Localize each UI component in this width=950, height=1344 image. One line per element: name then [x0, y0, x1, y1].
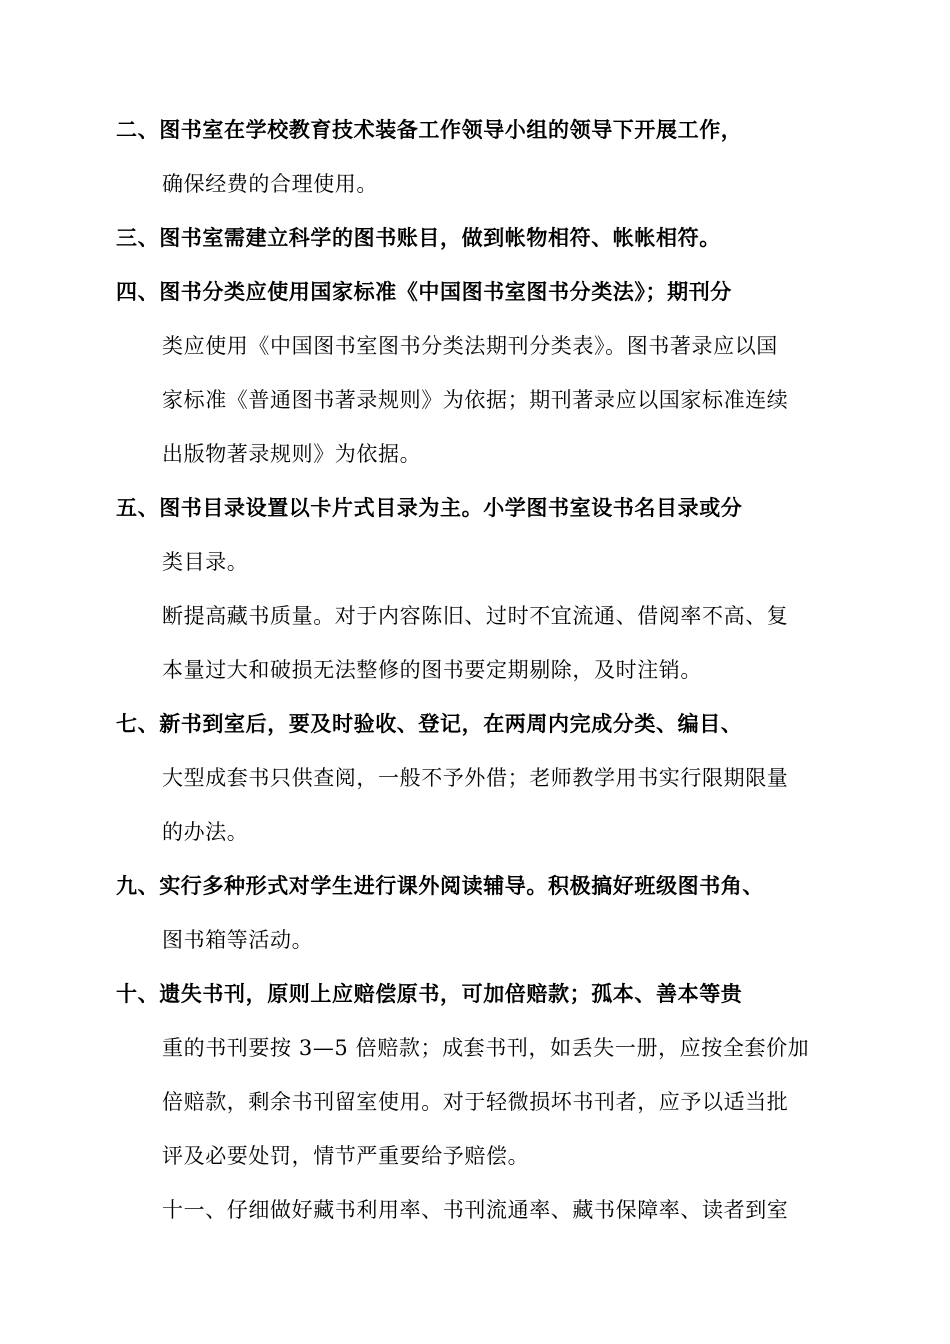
rule-7-heading: 七、新书到室后，要及时验收、登记，在两周内完成分类、编目、	[116, 711, 743, 736]
weeding-body-line: 断提高藏书质量。对于内容陈旧、过时不宜流通、借阅率不高、复	[162, 604, 789, 628]
rule-2-heading: 二、图书室在学校教育技术装备工作领导小组的领导下开展工作，	[116, 117, 743, 142]
rule-5-heading: 五、图书目录设置以卡片式目录为主。小学图书室设书名目录或分	[116, 495, 743, 520]
weeding-body-line: 本量过大和破损无法整修的图书要定期剔除，及时注销。	[162, 658, 702, 682]
rule-7-body-line: 大型成套书只供查阅，一般不予外借；老师教学用书实行限期限量	[162, 766, 789, 790]
rule-4-body-line: 家标准《普通图书著录规则》为依据；期刊著录应以国家标准连续	[162, 388, 789, 412]
rule-5-body-line: 类目录。	[162, 550, 249, 574]
rule-10-body-line: 倍赔款，剩余书刊留室使用。对于轻微损坏书刊者，应予以适当批	[162, 1090, 789, 1114]
rule-10-body-line: 重的书刊要按 3—5 倍赔款；成套书刊，如丢失一册，应按全套价加	[162, 1036, 810, 1060]
rule-3-heading: 三、图书室需建立科学的图书账目，做到帐物相符、帐帐相符。	[116, 225, 721, 250]
rule-7-body-line: 的办法。	[162, 820, 249, 844]
rule-2-body-line: 确保经费的合理使用。	[162, 172, 378, 196]
rule-4-heading: 四、图书分类应使用国家标准《中国图书室图书分类法》；期刊分	[116, 279, 732, 304]
rule-10-heading: 十、遗失书刊，原则上应赔偿原书，可加倍赔款；孤本、善本等贵	[116, 981, 743, 1006]
rule-4-body-line: 出版物著录规则》为依据。	[162, 442, 422, 466]
rule-9-heading: 九、实行多种形式对学生进行课外阅读辅导。积极搞好班级图书角、	[116, 873, 764, 898]
rule-4-body-line: 类应使用《中国图书室图书分类法期刊分类表》。图书著录应以国	[162, 334, 778, 358]
rule-9-body-line: 图书箱等活动。	[162, 928, 314, 952]
rule-11-body-line: 十一、仔细做好藏书利用率、书刊流通率、藏书保障率、读者到室	[162, 1198, 789, 1222]
rule-10-body-line: 评及必要处罚，情节严重要给予赔偿。	[162, 1144, 530, 1168]
